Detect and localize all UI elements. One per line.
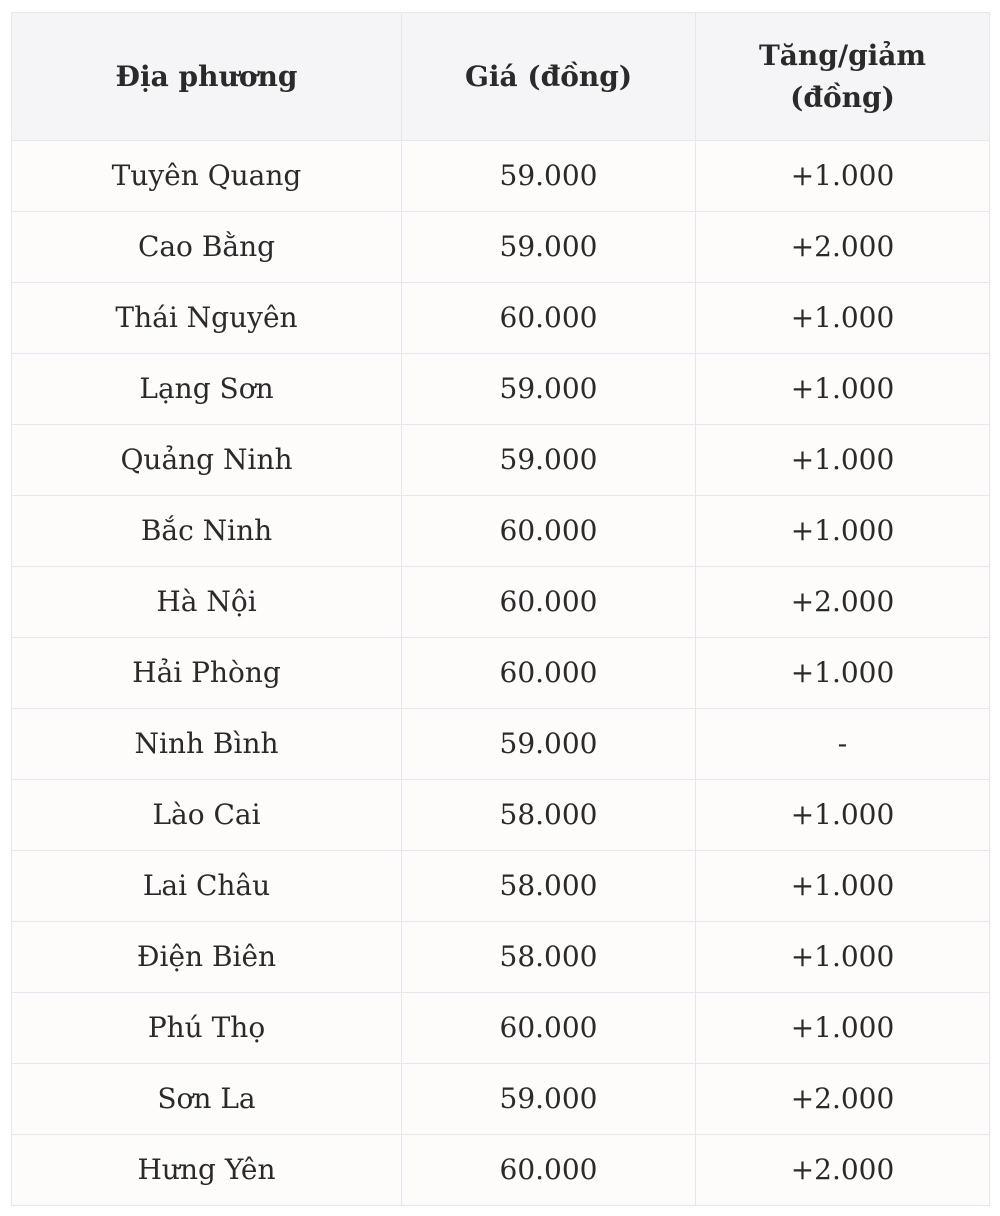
table-row: [12, 638, 990, 709]
change-cell: +2.000: [696, 1064, 990, 1135]
price-cell: 59.000: [402, 141, 696, 212]
table-row: [12, 567, 990, 638]
location-cell: Phú Thọ: [12, 993, 402, 1064]
change-cell: +2.000: [696, 1135, 990, 1206]
location-cell: Lai Châu: [12, 851, 402, 922]
price-cell: 58.000: [402, 851, 696, 922]
table-row: [12, 922, 990, 993]
table-row: [12, 851, 990, 922]
change-cell: +2.000: [696, 212, 990, 283]
location-cell: Quảng Ninh: [12, 425, 402, 496]
table-row: [12, 993, 990, 1064]
header-price: Giá (đồng): [402, 13, 696, 141]
price-cell: 60.000: [402, 1135, 696, 1206]
table-row: [12, 425, 990, 496]
price-cell: 58.000: [402, 922, 696, 993]
location-cell: Tuyên Quang: [12, 141, 402, 212]
price-cell: 58.000: [402, 780, 696, 851]
price-cell: 60.000: [402, 496, 696, 567]
table-header: [12, 13, 990, 141]
price-table-container: [11, 12, 989, 1206]
change-cell: +1.000: [696, 922, 990, 993]
change-cell: +1.000: [696, 780, 990, 851]
table-row: [12, 141, 990, 212]
table-row: [12, 212, 990, 283]
location-cell: Thái Nguyên: [12, 283, 402, 354]
table-row: [12, 1135, 990, 1206]
change-cell: +1.000: [696, 496, 990, 567]
change-cell: +1.000: [696, 141, 990, 212]
change-cell: +1.000: [696, 283, 990, 354]
location-cell: Hải Phòng: [12, 638, 402, 709]
price-cell: 60.000: [402, 993, 696, 1064]
change-cell: +1.000: [696, 638, 990, 709]
table-row: [12, 283, 990, 354]
price-cell: 59.000: [402, 709, 696, 780]
location-cell: Bắc Ninh: [12, 496, 402, 567]
header-location: Địa phương: [12, 13, 402, 141]
table-body: [12, 141, 990, 1206]
change-cell: +1.000: [696, 993, 990, 1064]
price-cell: 59.000: [402, 1064, 696, 1135]
price-cell: 60.000: [402, 638, 696, 709]
table-row: [12, 496, 990, 567]
change-cell: +1.000: [696, 851, 990, 922]
location-cell: Lào Cai: [12, 780, 402, 851]
change-cell: +1.000: [696, 354, 990, 425]
price-cell: 59.000: [402, 425, 696, 496]
price-cell: 60.000: [402, 283, 696, 354]
price-cell: 59.000: [402, 354, 696, 425]
change-cell: +2.000: [696, 567, 990, 638]
price-cell: 60.000: [402, 567, 696, 638]
location-cell: Lạng Sơn: [12, 354, 402, 425]
table-row: [12, 780, 990, 851]
table-row: [12, 709, 990, 780]
change-cell: -: [696, 709, 990, 780]
location-cell: Ninh Bình: [12, 709, 402, 780]
location-cell: Cao Bằng: [12, 212, 402, 283]
location-cell: Hưng Yên: [12, 1135, 402, 1206]
location-cell: Điện Biên: [12, 922, 402, 993]
change-cell: +1.000: [696, 425, 990, 496]
price-table: [11, 12, 990, 1206]
price-cell: 59.000: [402, 212, 696, 283]
table-row: [12, 1064, 990, 1135]
table-row: [12, 354, 990, 425]
location-cell: Sơn La: [12, 1064, 402, 1135]
header-change: Tăng/giảm (đồng): [696, 13, 990, 141]
header-row: [12, 13, 990, 141]
location-cell: Hà Nội: [12, 567, 402, 638]
